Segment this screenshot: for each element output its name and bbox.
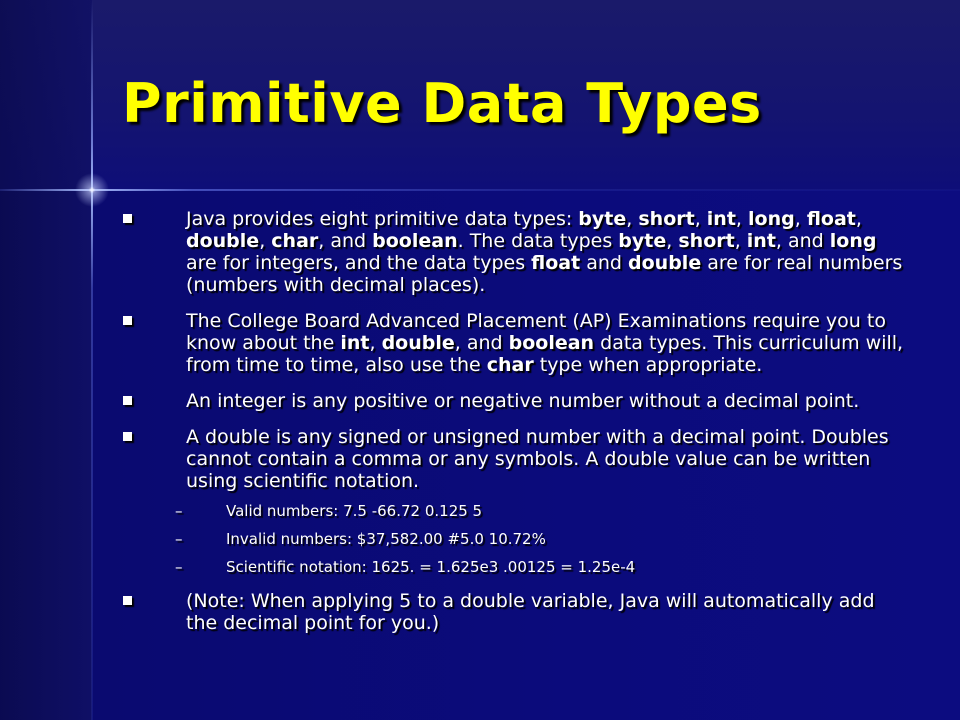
keyword: boolean	[508, 332, 595, 354]
bullet-integer-definition	[120, 390, 910, 412]
keyword: int	[706, 208, 736, 230]
sparkle-icon	[72, 170, 112, 210]
bullet-text: ,	[259, 230, 272, 252]
bullet-text: , and	[454, 332, 509, 354]
dash-marker: –	[175, 502, 183, 520]
bullet-text: , and	[318, 230, 373, 252]
bullet-text: . The data types	[457, 230, 619, 252]
bullet-text: A double is any signed or unsigned number with a decimal point. Doubles cannot contain a comma or any symbols. A double value can be written using scientific notation.	[186, 426, 889, 492]
bullet-text: ,	[369, 332, 382, 354]
bullet-text: ,	[855, 208, 862, 230]
keyword: double	[628, 252, 702, 274]
bullet-primitive-types	[120, 208, 910, 296]
keyword: byte	[618, 230, 667, 252]
bullet-text: data types. This curriculum will, from time to time, also use the	[186, 332, 904, 376]
bullet-text: ,	[734, 230, 747, 252]
dash-marker: –	[175, 530, 183, 548]
sub-bullet-text: Scientific notation: 1625. = 1.625e3 .00125 = 1.25e-4	[226, 558, 636, 576]
bullet-text: ,	[735, 208, 749, 230]
bullet-text: , and	[775, 230, 830, 252]
bullet-text: ,	[666, 230, 679, 252]
square-bullet-icon	[123, 316, 132, 325]
bullet-text: (Note: When applying 5 to a double variable, Java will automatically add the decimal point for you.)	[186, 590, 875, 634]
square-bullet-icon	[123, 596, 132, 605]
bullet-text: An integer is any positive or negative number without a decimal point.	[186, 390, 860, 412]
bullet-text: ,	[794, 208, 807, 230]
keyword: short	[638, 208, 695, 230]
keyword: char	[486, 354, 534, 376]
bullet-note	[120, 590, 910, 634]
keyword: short	[678, 230, 735, 252]
sub-bullet-text: Invalid numbers: $37,582.00 #5.0 10.72%	[226, 530, 546, 548]
square-bullet-icon	[123, 432, 132, 441]
bullet-text: ,	[626, 208, 639, 230]
sub-bullet-text: Valid numbers: 7.5 -66.72 0.125 5	[226, 502, 483, 520]
keyword: double	[381, 332, 455, 354]
bullet-text: ,	[694, 208, 707, 230]
bullet-double-definition	[120, 426, 910, 492]
keyword: boolean	[372, 230, 458, 252]
keyword: long	[748, 208, 795, 230]
vertical-accent-line	[91, 0, 93, 720]
bullet-text: are for integers, and the data types	[186, 252, 532, 274]
keyword: long	[829, 230, 877, 252]
slide-title: Primitive Data Types	[122, 72, 762, 135]
square-bullet-icon	[123, 214, 132, 223]
dash-marker: –	[175, 558, 183, 576]
bullet-text: Java provides eight primitive data types:	[186, 208, 579, 230]
keyword: byte	[578, 208, 627, 230]
keyword: char	[271, 230, 319, 252]
keyword: double	[186, 230, 260, 252]
keyword: float	[531, 252, 581, 274]
keyword: float	[806, 208, 856, 230]
slide-body	[120, 208, 910, 648]
sub-bullet-scientific-notation	[120, 558, 910, 576]
keyword: int	[746, 230, 776, 252]
square-bullet-icon	[123, 396, 132, 405]
horizontal-accent-line	[0, 189, 960, 191]
bullet-text: The College Board Advanced Placement (AP) Examinations require you to know about the	[186, 310, 886, 354]
sub-bullet-invalid-numbers	[120, 530, 910, 548]
bullet-text: are for real numbers (numbers with decimal places).	[186, 252, 903, 296]
keyword: int	[340, 332, 370, 354]
bullet-text: and	[580, 252, 629, 274]
left-margin-band	[0, 0, 92, 720]
bullet-text: type when appropriate.	[533, 354, 763, 376]
bullet-ap-exam	[120, 310, 910, 376]
sub-bullet-valid-numbers	[120, 502, 910, 520]
